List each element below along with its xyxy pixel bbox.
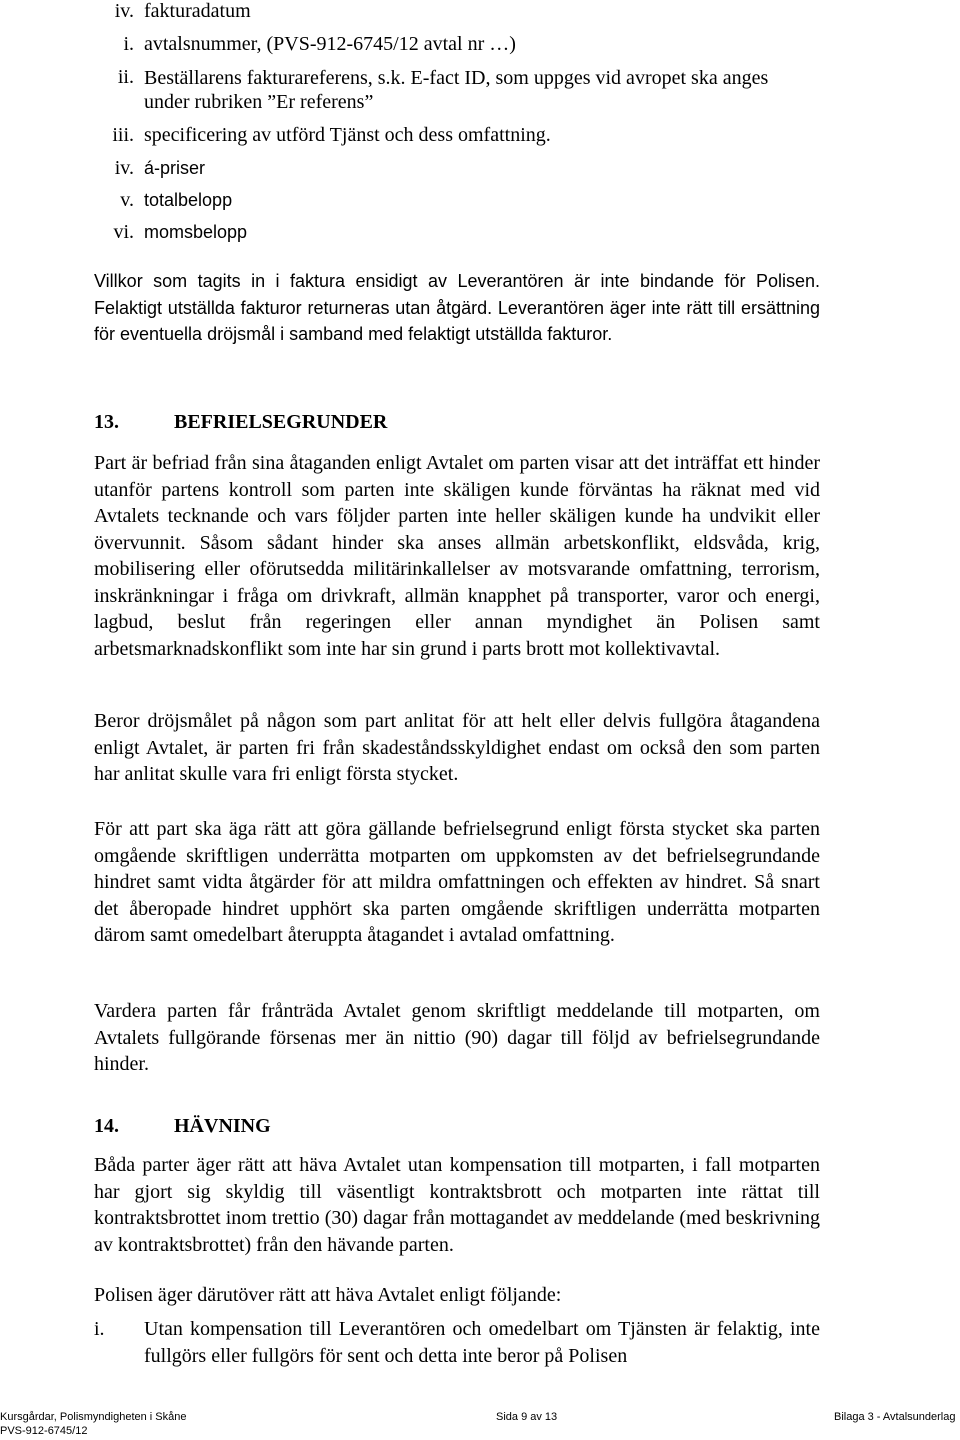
footer-reference: PVS-912-6745/12	[0, 1425, 88, 1437]
footer-page-number: Sida 9 av 13	[496, 1411, 558, 1423]
list-item-text: Utan kompensation till Leverantören och omedelbart om Tjänsten är felaktig, inte fullgörs eller fullgörs för sent och detta inte beror på Polisen	[144, 1318, 820, 1367]
list-item-number: vi.	[113, 221, 134, 243]
list-item-text: á-priser	[144, 158, 206, 178]
list-item-number: v.	[120, 189, 134, 211]
section-13-paragraph-4: Vardera parten får frånträda Avtalet genom skriftligt meddelande till motparten, om Avtalets fullgörande försenas mer än nittio (90) dagar till följd av befrielsegrundande hinder.	[94, 1000, 820, 1075]
list-item-number: iv.	[114, 157, 134, 179]
list-item-text: Beställarens fakturareferens, s.k. E-fact ID, som uppges vid avropet ska anges under rubriken ”Er referens”	[144, 67, 769, 113]
section-number: 13.	[94, 411, 119, 433]
section-14-intro: Polisen äger därutöver rätt att häva Avtalet enligt följande:	[94, 1284, 562, 1306]
list-item-number: iv.	[114, 0, 134, 22]
section-13-paragraph-1: Part är befriad från sina åtaganden enligt Avtalet om parten visar att det inträffat ett hinder utanför partens kontroll som parten inte skäligen kunde förväntas ha räknat med vid Avtalets tecknande och vars följder parten inte heller skäligen kunde ha undvikit eller övervunnit. Såsom sådant hinder ska anses allmän arbetskonflikt, eldsvåda, krig, mobilisering eller oförutsedda militärinkallelser av motsvarande omfattning, terrorism, inskränkningar i fråga om drivkraft, allmän knapphet på transporter, varor och energi, lagbud, beslut från regeringen eller annan myndighet än Polisen samt arbetsmarknadskonflikt som inte har sin grund i parts brott mot kollektivavtal.	[94, 452, 820, 660]
list-item-text: avtalsnummer, (PVS-912-6745/12 avtal nr …)	[144, 33, 516, 55]
list-item-text: specificering av utförd Tjänst och dess omfattning.	[144, 124, 551, 146]
list-item-number: iii.	[112, 124, 134, 146]
list-item-number: ii.	[117, 66, 134, 88]
list-item-text: fakturadatum	[144, 0, 251, 22]
footer-left: Kursgårdar, Polismyndigheten i Skåne	[0, 1411, 187, 1423]
section-14-paragraph: Båda parter äger rätt att häva Avtalet utan kompensation till motparten, i fall motparten har gjort sig skyldig till väsentligt kontraktsbrott och motparten inte rättat till kontraktsbrottet inom trettio (30) dagar från mottagandet av meddelande (med beskrivning av kontraktsbrottet) från den hävande parten.	[94, 1154, 820, 1256]
villkor-paragraph: Villkor som tagits in i faktura ensidigt av Leverantören är inte bindande för Polisen. Felaktigt utställda fakturor returneras utan åtgärd. Leverantören äger inte rätt till ersättning för eventuella dröjsmål i samband med felaktigt utställda fakturor.	[94, 271, 820, 344]
section-title: BEFRIELSEGRUNDER	[174, 411, 388, 433]
list-item-text: momsbelopp	[144, 222, 248, 242]
section-number: 14.	[94, 1115, 119, 1137]
section-13-paragraph-3: För att part ska äga rätt att göra gällande befrielsegrund enligt första stycket ska parten omgående skriftligen underrätta motparten om uppkomsten av det befrielsegrundande hindret samt vidta åtgärder för att mildra omfattningen och effekten av hindret. Så snart det åberopade hindret upphört ska parten omgående skriftligen underrätta motparten därom samt omedelbart återuppta åtagandet i avtalad omfattning.	[94, 818, 820, 946]
list-item-number: i.	[123, 33, 134, 55]
section-title: HÄVNING	[174, 1115, 271, 1137]
list-item-text: totalbelopp	[144, 190, 233, 210]
list-item-number: i.	[94, 1318, 105, 1340]
footer-right: Bilaga 3 - Avtalsunderlag	[834, 1411, 956, 1423]
section-13-paragraph-2: Beror dröjsmålet på någon som part anlitat för att helt eller delvis fullgöra åtagandena enligt Avtalet, är parten fri från skadeståndsskyldighet endast om också den som parten har anlitat skulle vara fri enligt första stycket.	[94, 710, 820, 785]
